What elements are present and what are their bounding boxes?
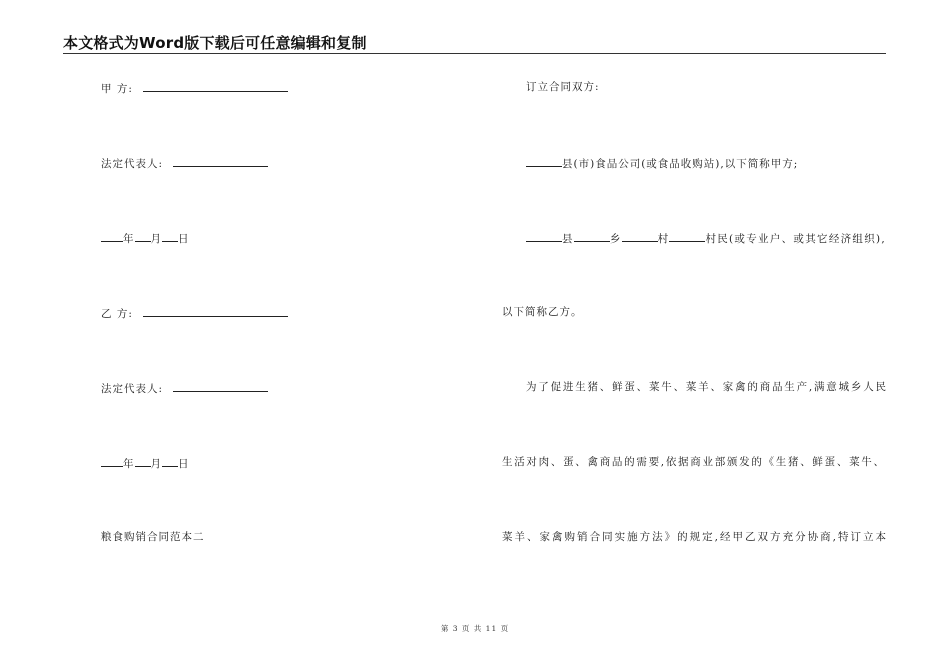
township-blank bbox=[574, 230, 610, 242]
year-label-1: 年 bbox=[123, 233, 135, 245]
party-b-blank bbox=[143, 305, 288, 317]
party-b-abbrev: 以下简称乙方。 bbox=[502, 306, 583, 318]
village-blank bbox=[622, 230, 658, 242]
legal-rep-label-2: 法定代表人: bbox=[101, 383, 164, 395]
legal-rep-line-2 bbox=[101, 380, 268, 396]
page-header-title: 本文格式为Word版下载后可任意编辑和复制 bbox=[63, 34, 367, 52]
legal-rep-blank-2 bbox=[173, 380, 268, 392]
year-blank-2 bbox=[101, 455, 123, 467]
paragraph-line-3: 菜羊、家禽购销合同实施方法》的规定,经甲乙双方充分协商,特订立本 bbox=[502, 531, 886, 543]
county-blank-a bbox=[526, 155, 562, 167]
document-title: 粮食购销合同范本二 bbox=[101, 531, 205, 543]
header-divider bbox=[63, 53, 886, 54]
month-label-1: 月 bbox=[150, 233, 162, 245]
party-a-line bbox=[101, 80, 288, 96]
paragraph-line-1: 为了促进生猪、鲜蛋、菜牛、菜羊、家禽的商品生产,满意城乡人民 bbox=[526, 381, 886, 393]
legal-rep-blank-1 bbox=[173, 155, 268, 167]
page-number: 第 3 页 共 11 页 bbox=[440, 624, 510, 633]
day-blank-2 bbox=[162, 455, 178, 467]
party-a-blank bbox=[143, 80, 288, 92]
county-blank-b bbox=[526, 230, 562, 242]
date-line-2 bbox=[101, 455, 190, 471]
day-blank-1 bbox=[162, 230, 178, 242]
year-blank-1 bbox=[101, 230, 123, 242]
county-label: 县 bbox=[562, 233, 574, 245]
party-b-definition bbox=[526, 230, 886, 246]
day-label-2: 日 bbox=[178, 458, 190, 470]
legal-rep-label-1: 法定代表人: bbox=[101, 158, 164, 170]
villager-text: 村民(或专业户、或其它经济组织), bbox=[705, 233, 887, 245]
party-a-label: 甲 方: bbox=[101, 83, 133, 95]
parties-intro: 订立合同双方: bbox=[526, 81, 600, 93]
month-blank-2 bbox=[135, 455, 151, 467]
party-a-definition-text: 县(市)食品公司(或食品收购站),以下简称甲方; bbox=[562, 158, 799, 170]
month-blank-1 bbox=[135, 230, 151, 242]
paragraph-line-2: 生活对肉、蛋、禽商品的需要,依据商业部颁发的《生猪、鲜蛋、菜牛、 bbox=[502, 456, 884, 468]
party-b-label: 乙 方: bbox=[101, 308, 133, 320]
villager-blank bbox=[669, 230, 705, 242]
month-label-2: 月 bbox=[150, 458, 162, 470]
year-label-2: 年 bbox=[123, 458, 135, 470]
party-a-definition bbox=[526, 155, 798, 171]
date-line-1 bbox=[101, 230, 190, 246]
day-label-1: 日 bbox=[178, 233, 190, 245]
village-label: 村 bbox=[657, 233, 670, 245]
township-label: 乡 bbox=[609, 233, 622, 245]
legal-rep-line-1 bbox=[101, 155, 268, 171]
party-b-line bbox=[101, 305, 288, 321]
